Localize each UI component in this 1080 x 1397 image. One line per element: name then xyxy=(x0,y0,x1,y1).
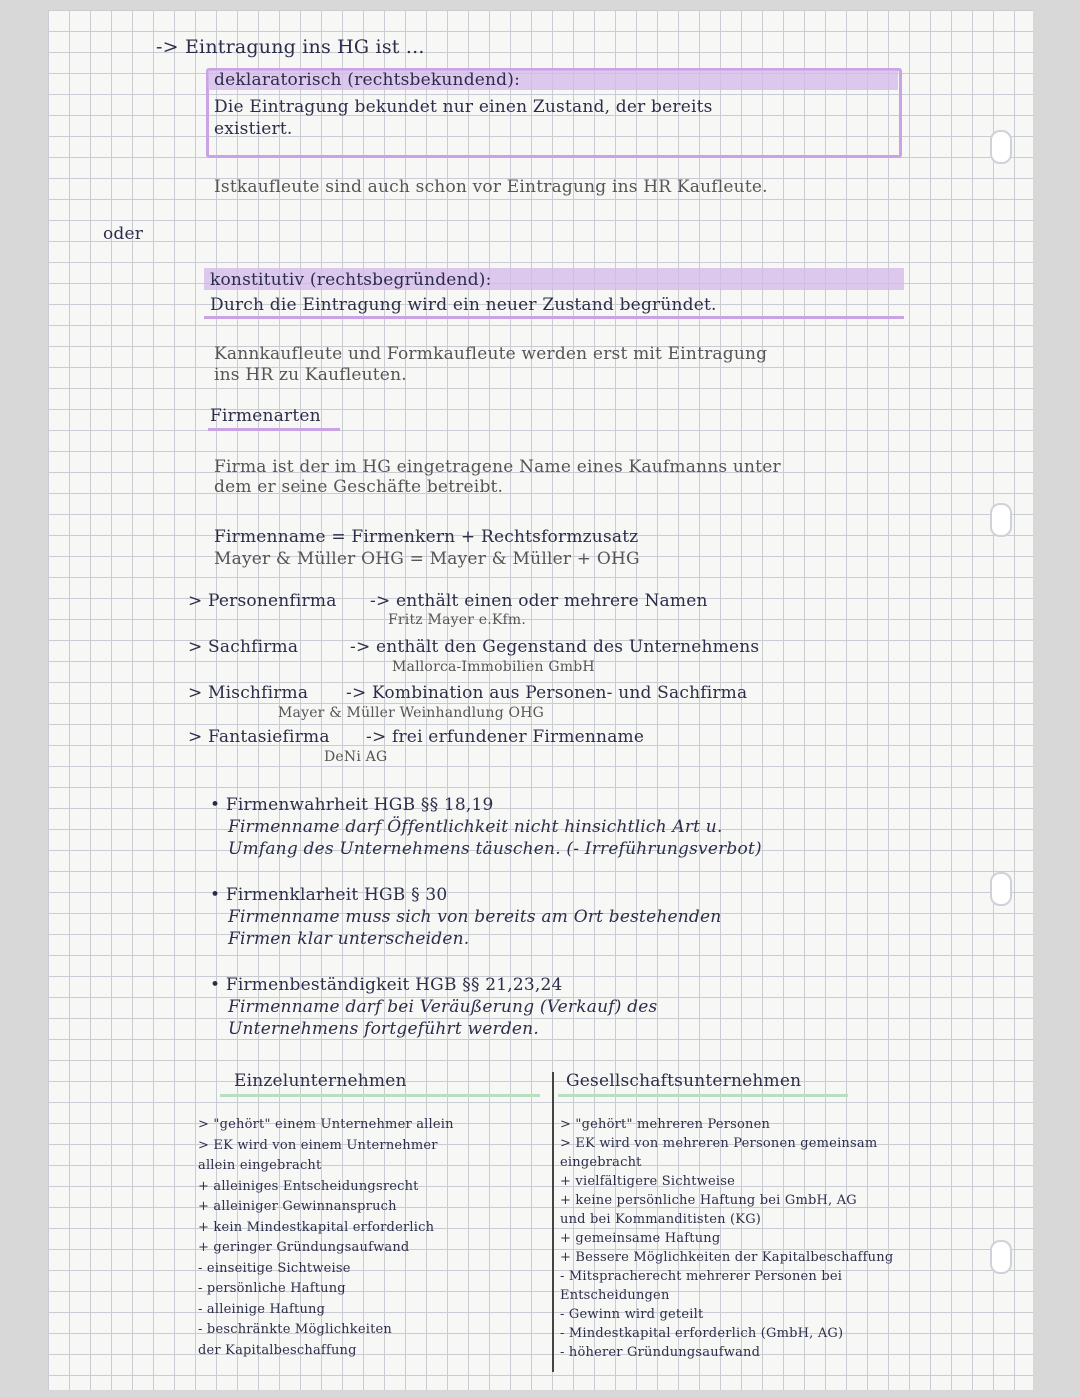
comparison-item: + alleiniger Gewinnanspruch xyxy=(198,1199,397,1214)
firmenarten-title: Firmenarten xyxy=(210,406,321,426)
comparison-item: - persönliche Haftung xyxy=(198,1281,346,1296)
binder-hole xyxy=(990,130,1012,164)
comparison-item: - Gewinn wird geteilt xyxy=(560,1307,704,1322)
firmentyp-name: > Fantasiefirma xyxy=(188,727,330,747)
firma-definition: Firma ist der im HG eingetragene Name eines Kaufmanns unter xyxy=(214,457,781,477)
firmentyp-example: DeNi AG xyxy=(324,749,388,765)
firmentyp-example: Mayer & Müller Weinhandlung OHG xyxy=(278,705,545,721)
comparison-left-title: Einzelunternehmen xyxy=(234,1071,407,1091)
comparison-item: - alleinige Haftung xyxy=(198,1301,326,1317)
comparison-item: der Kapitalbeschaffung xyxy=(198,1342,357,1358)
firmentyp-desc: -> Kombination aus Personen- und Sachfirma xyxy=(346,683,748,703)
comparison-item: + kein Mindestkapital erforderlich xyxy=(198,1219,435,1235)
comparison-item: > EK wird von einem Unternehmer xyxy=(198,1137,438,1153)
comparison-item: - Mitspracherecht mehrerer Personen bei xyxy=(560,1269,843,1284)
margin-note-oder: oder xyxy=(103,224,144,244)
comparison-item: eingebracht xyxy=(560,1155,642,1170)
underline xyxy=(220,1094,540,1097)
firmentyp-name: > Personenfirma xyxy=(188,591,337,611)
comparison-item: > EK wird von mehreren Personen gemeinsam xyxy=(560,1136,878,1151)
deklaratorisch-line: existiert. xyxy=(214,119,293,139)
underline xyxy=(204,316,904,319)
comparison-item: Entscheidungen xyxy=(560,1288,670,1303)
konstitutiv-line: Durch die Eintragung wird ein neuer Zustand begründet. xyxy=(210,295,717,315)
firmenname-formula: Firmenname = Firmenkern + Rechtsformzusatz xyxy=(214,527,639,547)
underline xyxy=(558,1094,848,1097)
principle-text: Firmenname muss sich von bereits am Ort bestehenden xyxy=(228,907,722,927)
comparison-right-title: Gesellschaftsunternehmen xyxy=(566,1071,802,1091)
comparison-item: + gemeinsame Haftung xyxy=(560,1231,721,1246)
firmentyp-desc: -> enthält einen oder mehrere Namen xyxy=(370,591,708,611)
comparison-item: + alleiniges Entscheidungsrecht xyxy=(198,1178,419,1194)
comparison-item: + keine persönliche Haftung bei GmbH, AG xyxy=(560,1193,857,1208)
deklaratorisch-title: deklaratorisch (rechtsbekundend): xyxy=(214,70,521,90)
comparison-item: + Bessere Möglichkeiten der Kapitalbeschaffung xyxy=(560,1250,894,1265)
principle-text: Firmenname darf Öffentlichkeit nicht hinsichtlich Art u. xyxy=(228,817,723,837)
firmentyp-name: > Mischfirma xyxy=(188,683,309,703)
firmentyp-example: Fritz Mayer e.Kfm. xyxy=(388,612,527,628)
comparison-item: und bei Kommanditisten (KG) xyxy=(560,1212,762,1227)
principle-text: Firmen klar unterscheiden. xyxy=(228,929,470,949)
comparison-divider xyxy=(552,1072,554,1372)
comparison-item: + vielfältigere Sichtweise xyxy=(560,1174,736,1189)
principle-text: Umfang des Unternehmens täuschen. (- Irreführungsverbot) xyxy=(228,839,762,859)
comparison-item: > "gehört" mehreren Personen xyxy=(560,1117,771,1132)
firma-definition: dem er seine Geschäfte betreibt. xyxy=(214,477,504,497)
firmentyp-desc: -> enthält den Gegenstand des Unternehmens xyxy=(350,637,760,657)
konstitutiv-example: Kannkaufleute und Formkaufleute werden erst mit Eintragung xyxy=(214,344,768,364)
binder-hole xyxy=(990,503,1012,537)
binder-hole xyxy=(990,1240,1012,1274)
principle-text: Firmenname darf bei Veräußerung (Verkauf) des xyxy=(228,997,658,1017)
principle-title: • Firmenbeständigkeit HGB §§ 21,23,24 xyxy=(210,975,563,995)
section-intro: -> Eintragung ins HG ist ... xyxy=(156,36,425,58)
firmentyp-desc: -> frei erfundener Firmenname xyxy=(366,727,645,747)
comparison-item: allein eingebracht xyxy=(198,1158,322,1173)
notebook-page xyxy=(48,10,1033,1390)
comparison-item: + geringer Gründungsaufwand xyxy=(198,1240,410,1255)
binder-hole xyxy=(990,872,1012,906)
comparison-item: - höherer Gründungsaufwand xyxy=(560,1345,761,1360)
firmentyp-example: Mallorca-Immobilien GmbH xyxy=(392,659,595,675)
firmenname-formula-example: Mayer & Müller OHG = Mayer & Müller + OHG xyxy=(214,549,640,569)
principle-title: • Firmenwahrheit HGB §§ 18,19 xyxy=(210,795,494,815)
konstitutiv-example: ins HR zu Kaufleuten. xyxy=(214,365,407,385)
deklaratorisch-line: Die Eintragung bekundet nur einen Zustand, der bereits xyxy=(214,97,713,117)
comparison-item: - Mindestkapital erforderlich (GmbH, AG) xyxy=(560,1326,844,1341)
comparison-item: > "gehört" einem Unternehmer allein xyxy=(198,1117,454,1132)
underline xyxy=(208,428,340,431)
firmentyp-name: > Sachfirma xyxy=(188,637,299,657)
comparison-item: - beschränkte Möglichkeiten xyxy=(198,1322,392,1337)
deklaratorisch-example: Istkaufleute sind auch schon vor Eintragung ins HR Kaufleute. xyxy=(214,177,768,197)
comparison-item: - einseitige Sichtweise xyxy=(198,1260,351,1276)
principle-text: Unternehmens fortgeführt werden. xyxy=(228,1019,539,1039)
konstitutiv-title: konstitutiv (rechtsbegründend): xyxy=(210,270,492,290)
principle-title: • Firmenklarheit HGB § 30 xyxy=(210,885,448,905)
